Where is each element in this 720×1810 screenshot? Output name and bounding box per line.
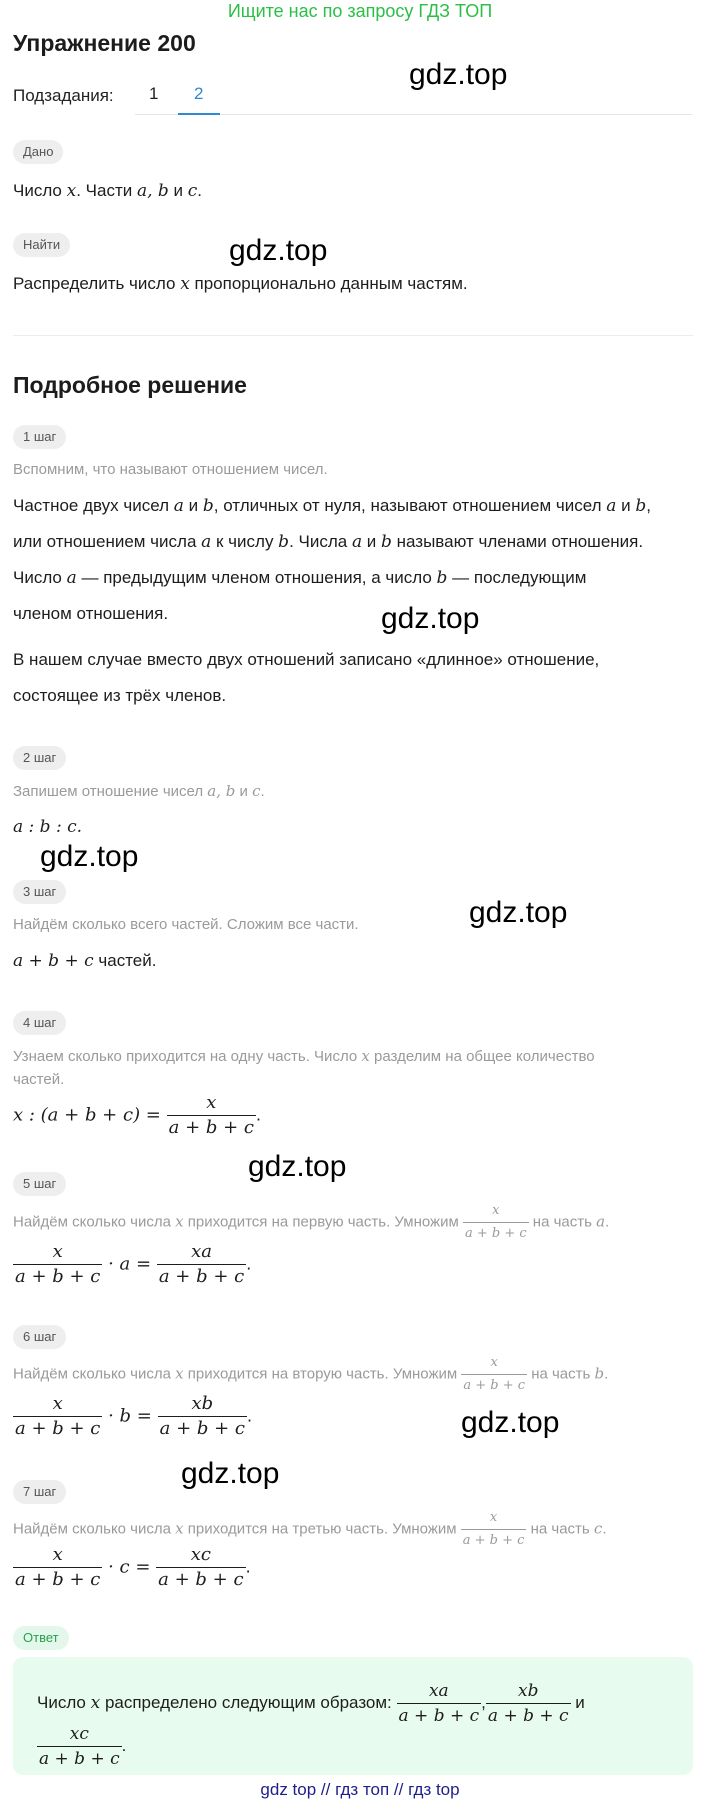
step-1-line-6: состоящее из трёх членов. <box>13 686 227 705</box>
find-section <box>13 233 70 257</box>
watermark: gdz.top <box>181 1457 280 1490</box>
answer-line-2: $\frac{xc}{a + b + c}$ . <box>39 1724 127 1769</box>
footer-links[interactable]: gdz top // гдз топ // гдз top <box>260 1780 460 1799</box>
answer-line-1: Число x распределено следующим образом: $\frac{xa}{a + b + c}$ , $\frac{xb}{a + b + c}$ и <box>37 1681 585 1726</box>
tab-subtask-2[interactable]: 2 <box>194 84 204 103</box>
step-2-formula: a : b : c. <box>13 817 83 837</box>
step-4-formula: x : (a + b + c) = $\frac{x}{a + b + c}$ . <box>13 1092 262 1138</box>
step-6-hint: Найдём сколько числа x приходится на вторую часть. Умножим $\frac{x}{a + b + c}$ на часть b. <box>13 1352 608 1397</box>
step-1-line-1: Частное двух чисел a и b, отличных от нуля, называют отношением чисел a и b, <box>13 496 651 516</box>
watermark: gdz.top <box>381 602 480 635</box>
step-1-hint: Вспомним, что называют отношением чисел. <box>13 461 328 478</box>
step-2-chip: 2 шаг <box>13 746 66 770</box>
step-1-line-3: Число a — предыдущим членом отношения, а число b — последующим <box>13 568 587 588</box>
step-7-hint: Найдём сколько числа x приходится на третью часть. Умножим $\frac{x}{a + b + c}$ на часть c. <box>13 1507 606 1552</box>
step-4-hint-line-2: частей. <box>13 1071 65 1088</box>
active-tab-indicator <box>178 113 220 115</box>
step-1-chip: 1 шаг <box>13 425 66 449</box>
step-4-hint-line-1: Узнаем сколько приходится на одну часть. Число x разделим на общее количество <box>13 1047 595 1065</box>
watermark: gdz.top <box>461 1406 560 1439</box>
step-1-line-4: членом отношения. <box>13 604 169 623</box>
step-6-chip: 6 шаг <box>13 1325 66 1349</box>
find-chip: Найти <box>13 233 70 257</box>
step-3-hint: Найдём сколько всего частей. Сложим все части. <box>13 916 359 933</box>
tab-subtask-1[interactable]: 1 <box>149 84 159 103</box>
subtasks-label: Подзадания: <box>13 86 114 105</box>
search-banner[interactable]: Ищите нас по запросу ГДЗ ТОП <box>227 1 493 21</box>
step-4-chip: 4 шаг <box>13 1011 66 1035</box>
step-1-line-5: В нашем случае вместо двух отношений записано «длинное» отношение, <box>13 650 600 669</box>
find-text: Распределить число x пропорционально данным частям. <box>13 274 468 294</box>
given-chip: Дано <box>13 140 63 164</box>
solution-title: Подробное решение <box>13 372 247 398</box>
watermark: gdz.top <box>229 234 328 267</box>
step-1-line-2: или отношением числа a к числу b. Числа a и b называют членами отношения. <box>13 532 644 552</box>
step-6-formula: $\frac{x}{a + b + c}$ · b = $\frac{xb}{a + b + c}$ . <box>15 1393 253 1439</box>
step-3-formula: a + b + c частей. <box>13 951 157 971</box>
given-section <box>13 140 63 164</box>
step-3-chip: 3 шаг <box>13 880 66 904</box>
watermark: gdz.top <box>248 1150 347 1183</box>
watermark: gdz.top <box>40 840 139 873</box>
step-7-formula: $\frac{x}{a + b + c}$ · c = $\frac{xc}{a + b + c}$ . <box>15 1544 251 1590</box>
given-text: Число x. Части a, b и c. <box>13 181 203 201</box>
step-5-formula: $\frac{x}{a + b + c}$ · a = $\frac{xa}{a + b + c}$ . <box>15 1241 252 1287</box>
step-7-chip: 7 шаг <box>13 1480 66 1504</box>
answer-chip: Ответ <box>13 1626 69 1650</box>
step-2-hint: Запишем отношение чисел a, b и c. <box>13 782 265 800</box>
page-title: Упражнение 200 <box>13 30 196 56</box>
step-5-chip: 5 шаг <box>13 1172 66 1196</box>
watermark: gdz.top <box>469 896 568 929</box>
step-5-hint: Найдём сколько числа x приходится на первую часть. Умножим $\frac{x}{a + b + c}$ на часть a. <box>13 1200 609 1245</box>
watermark: gdz.top <box>409 58 508 91</box>
section-divider <box>13 335 693 336</box>
